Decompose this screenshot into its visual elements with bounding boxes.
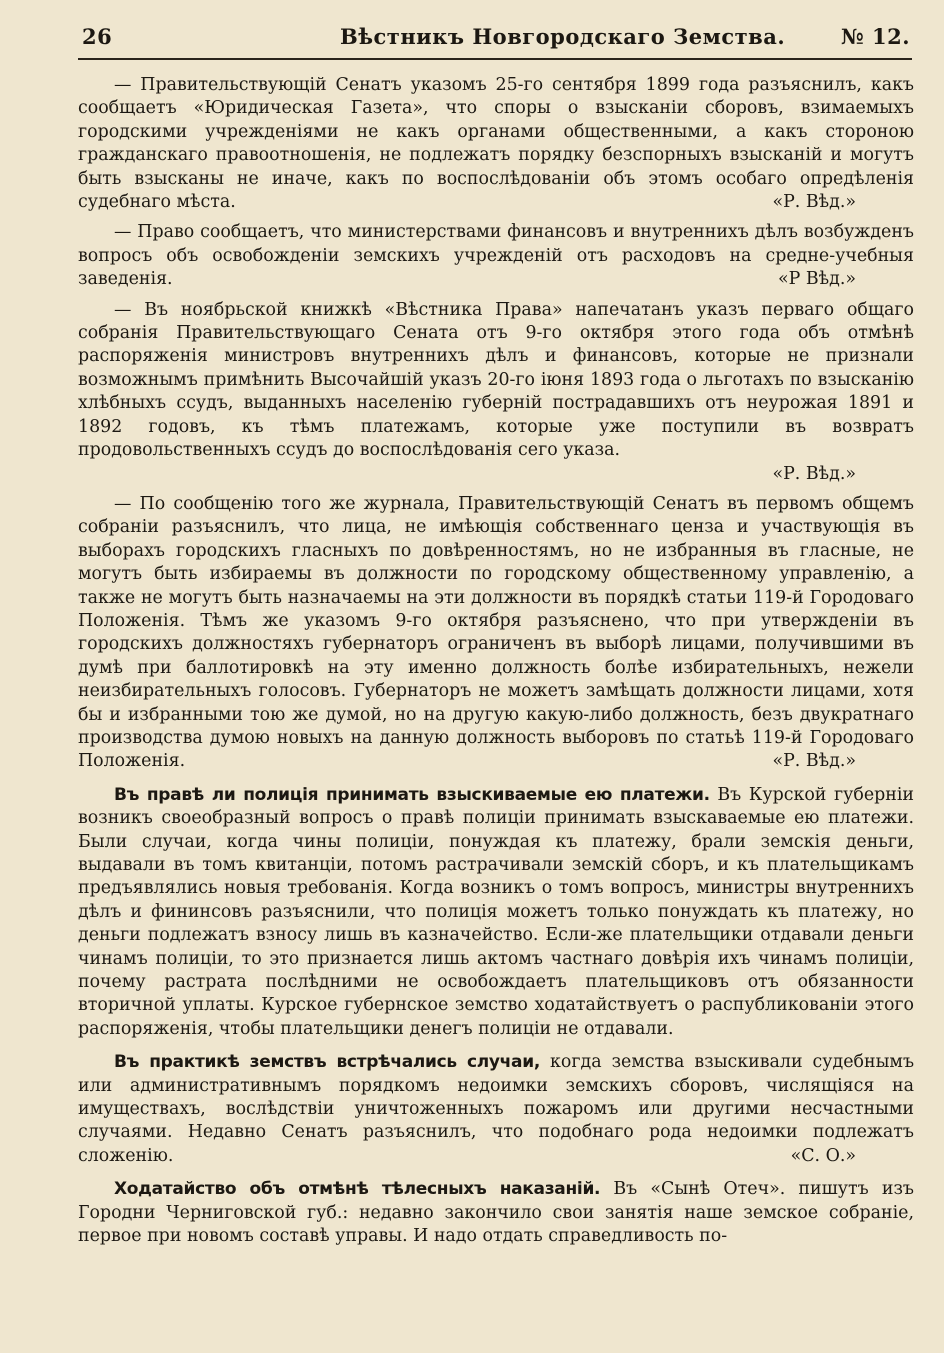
news-item-text: — Въ ноябрьской книжкѣ «Вѣстника Права» напечатанъ указъ перваго общаго собранія Правительствующаго Сената отъ 9-го октября этого года объ отмѣнѣ распоряженія министровъ внутреннихъ дѣлъ и финансовъ, которые не признали возможнымъ примѣнить Высочайшій указъ 20-го іюня 1893 года о льготахъ по взысканію хлѣбныхъ ссудъ, выданныхъ населенію губерній пострадавшихъ отъ неурожая 1891 и 1892 годовъ, къ тѣмъ платежамъ, которые уже поступили въ возвратъ продовольственныхъ ссудъ до воспослѣдованія сего указа. — [78, 299, 914, 461]
news-item — [78, 74, 914, 214]
page-number: 26 — [82, 24, 113, 49]
news-item-text: — По сообщенію того же журнала, Правительствующій Сенатъ въ первомъ общемъ собраніи разъяснилъ, что лица, не имѣющія собственнаго ценза и участвующія въ выборахъ городскихъ гласныхъ по довѣренностямъ, но не избранныя въ гласные, не могутъ быть избираемы въ должности по городскому общественному управленію, а также не могутъ быть назначаемы на эти должности въ порядкѣ статьи 119-й Городоваго Положенія. Тѣмъ же указомъ 9-го октября разъяснено, что при утвержденіи въ городскихъ должностяхъ губернаторъ ограниченъ въ выборѣ лицами, получившими въ думѣ при баллотировкѣ на эту именно должность болѣе избирательныхъ, нежели неизбирательныхъ голосовъ. Губернаторъ не можетъ замѣщать должности лицами, хотя бы и избранными тою же думой, но на другую какую-либо должность, безъ двукратнаго производства думою новыхъ на данную должность выборовъ по статьѣ 119-й Городоваго Положенія. — [78, 493, 914, 772]
journal-title: Вѣстникъ Новгородскаго Земства. — [340, 24, 786, 49]
section-text: Въ «Сынѣ Отеч». пишутъ изъ Городни Черниговской губ.: недавно закончило свои занятія наше земское собраніе, первое при новомъ составѣ управы. И надо отдать справедливость по- — [78, 1179, 914, 1247]
page-header — [78, 0, 912, 60]
news-item-source: «Р. Вѣд.» — [772, 463, 856, 484]
news-item — [78, 299, 914, 486]
section-text: Въ Курской губерніи возникъ своеобразный вопросъ о правѣ полиціи принимать взыскаваемые ею платежи. Были случаи, когда чины полиціи, понуждая къ платежу, брали земскія деньги, выдавали въ томъ квитанціи, потомъ растрачивали земскій сборъ, и къ плательщикамъ предъявлялись новыя требованія. Когда возникъ о томъ вопросъ, министры внутреннихъ дѣлъ и фининсовъ разъяснили, что полиція можетъ только понуждать къ платежу, но деньги подлежатъ взносу лишь въ казначейство. Если-же плательщики отдавали деньги чинамъ полиціи, то это признается лишь актомъ частнаго довѣрія ихъ чинамъ полиціи, почему растрата послѣдними не освобождаетъ плательщиковъ отъ обязанности вторичной уплаты. Курское губернское земство ходатайствуетъ о распубликованіи этого распоряженія, чтобы плательщики денегъ полиціи не отдавали. — [78, 784, 914, 1039]
news-item-source: «Р. Вѣд.» — [772, 751, 856, 772]
section — [78, 1051, 914, 1168]
section-source: «С. О.» — [790, 1145, 856, 1166]
news-item-text: — Право сообщаетъ, что министерствами финансовъ и внутреннихъ дѣлъ возбужденъ вопросъ объ освобожденіи земскихъ учрежденій отъ расходовъ на средне-учебныя заведенія. — [78, 222, 914, 290]
news-item — [78, 221, 914, 291]
section-text: когда земства взыскивали судебнымъ или административнымъ порядкомъ недоимки земскихъ сборовъ, числящіяся на имуществахъ, вослѣдствіи уничтоженныхъ пожаромъ или другими несчастными случаями. Недавно Сенатъ разъяснилъ, что подобнаго рода недоимки подлежатъ сложенію. — [78, 1052, 915, 1166]
news-item-source: «Р Вѣд.» — [777, 269, 856, 290]
section-heading: Въ правѣ ли полиція принимать взыскиваемые ею платежи. — [114, 784, 710, 805]
section — [78, 1178, 914, 1248]
article-body — [78, 60, 914, 1249]
news-item-source: «Р. Вѣд.» — [772, 192, 856, 213]
section-heading: Ходатайство объ отмѣнѣ тѣлесныхъ наказаній. — [114, 1179, 601, 1200]
news-item-text: — Правительствующій Сенатъ указомъ 25-го сентября 1899 года разъяснилъ, какъ сообщаетъ «Юридическая Газета», что споры о взысканіи сборовъ, взимаемыхъ городскими учрежденіями не какъ органами общественными, а какъ стороною гражданскаго правоотношенія, не подлежатъ порядку безспорныхъ взысканій и могутъ быть взысканы не иначе, какъ по воспослѣдованіи объ этомъ особаго опредѣленія судебнаго мѣста. — [78, 75, 914, 213]
section-heading: Въ практикѣ земствъ встрѣчались случаи, — [114, 1052, 540, 1073]
news-item — [78, 493, 914, 774]
issue-number: № 12. — [840, 24, 910, 49]
section — [78, 784, 914, 1041]
